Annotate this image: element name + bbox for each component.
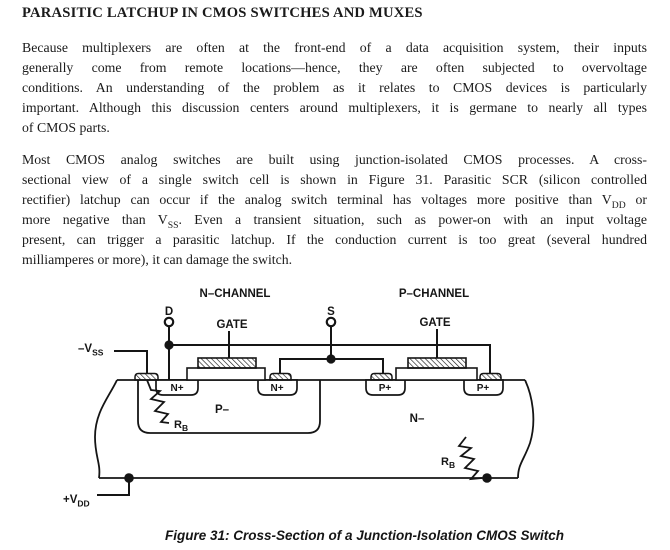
gate-n-label: GATE [216,319,248,331]
vss-contact-pad [135,374,158,381]
n-plus-left-label: N+ [170,383,184,394]
text-line: Because multiplexers are often at the front-end of a data acquisition system, their inputs [22,40,647,55]
vss-label: $-V_{SS}$ [78,343,104,358]
vdd-wire [97,478,129,495]
vdd-junction-dot [124,473,134,483]
substrate-right-edge [518,380,533,478]
p-channel-label: P–CHANNEL [398,288,470,300]
bulk-resistors [147,380,482,479]
gate-n-oxide [187,368,265,380]
figure-31-diagram [0,280,670,530]
n-channel-label: N–CHANNEL [199,288,271,300]
text-line: sectional view of a single switch cell is shown in Figure 31. Parasitic SCR (silicon controlled [22,172,647,187]
text-line: Most CMOS analog switches are built using junction-isolated CMOS processes. A cross- [22,152,647,167]
source-label: S [327,306,335,318]
vdd-label: $+V_{DD}$ [63,494,90,509]
substrate-left-edge [95,380,117,478]
text-line: rectifier) latchup can occur if the analog switch terminal has voltages more positive than $V_{DD}$ or [22,192,647,211]
gate-p-label: GATE [419,317,451,329]
rb-right-label: $R_B$ [441,456,456,470]
drain-rail-junction-dot [164,340,173,349]
document-title: PARASITIC LATCHUP IN CMOS SWITCHES AND MUXES [22,5,423,21]
terminals [165,318,335,326]
rb-junction-dot [482,473,492,483]
gate-p-oxide [396,368,477,380]
text-line: generally come from remote locations—hence, they are often subjected to overvoltage [22,60,647,75]
n-minus-region-label: N– [409,413,425,425]
paragraph-2 [22,150,647,270]
p-minus-region-label: P– [214,404,230,416]
n-plus-contact-pad [270,374,291,381]
text-line: important. Although this discussion centers around multiplexers, it is germane to nearly all types [22,100,647,115]
text-line: present, can trigger a parasitic latchup. If the conduction current is too great (several hundred [22,232,647,247]
text-line: milliamperes or more), it can damage the switch. [22,252,293,267]
p-plus-left-contact-pad [371,374,392,381]
drain-label: D [164,306,174,318]
source-junction-dot [326,354,335,363]
n-plus-right-label: N+ [270,383,284,394]
diffusion-regions [156,380,503,395]
gate-n-electrode [198,358,256,368]
text-line: of CMOS parts. [22,120,110,135]
p-plus-left-label: P+ [378,383,392,394]
figure-caption: Figure 31: Cross-Section of a Junction-Isolation CMOS Switch [165,528,565,543]
drain-terminal [165,318,173,326]
paragraph-1 [22,38,647,138]
text-line: conditions. An understanding of the problem as it relates to CMOS devices is particularly [22,80,647,95]
p-plus-right-contact-pad [480,374,501,381]
vss-wire [114,351,147,374]
rb-resistor-right [459,437,482,479]
p-plus-right-label: P+ [476,383,490,394]
source-terminal [327,318,335,326]
text-line: more negative than $V_{SS}$. Even a transient situation, such as power-on with an input voltage [22,212,647,231]
gate-p-electrode [408,358,466,368]
rb-left-label: $R_B$ [174,419,189,433]
